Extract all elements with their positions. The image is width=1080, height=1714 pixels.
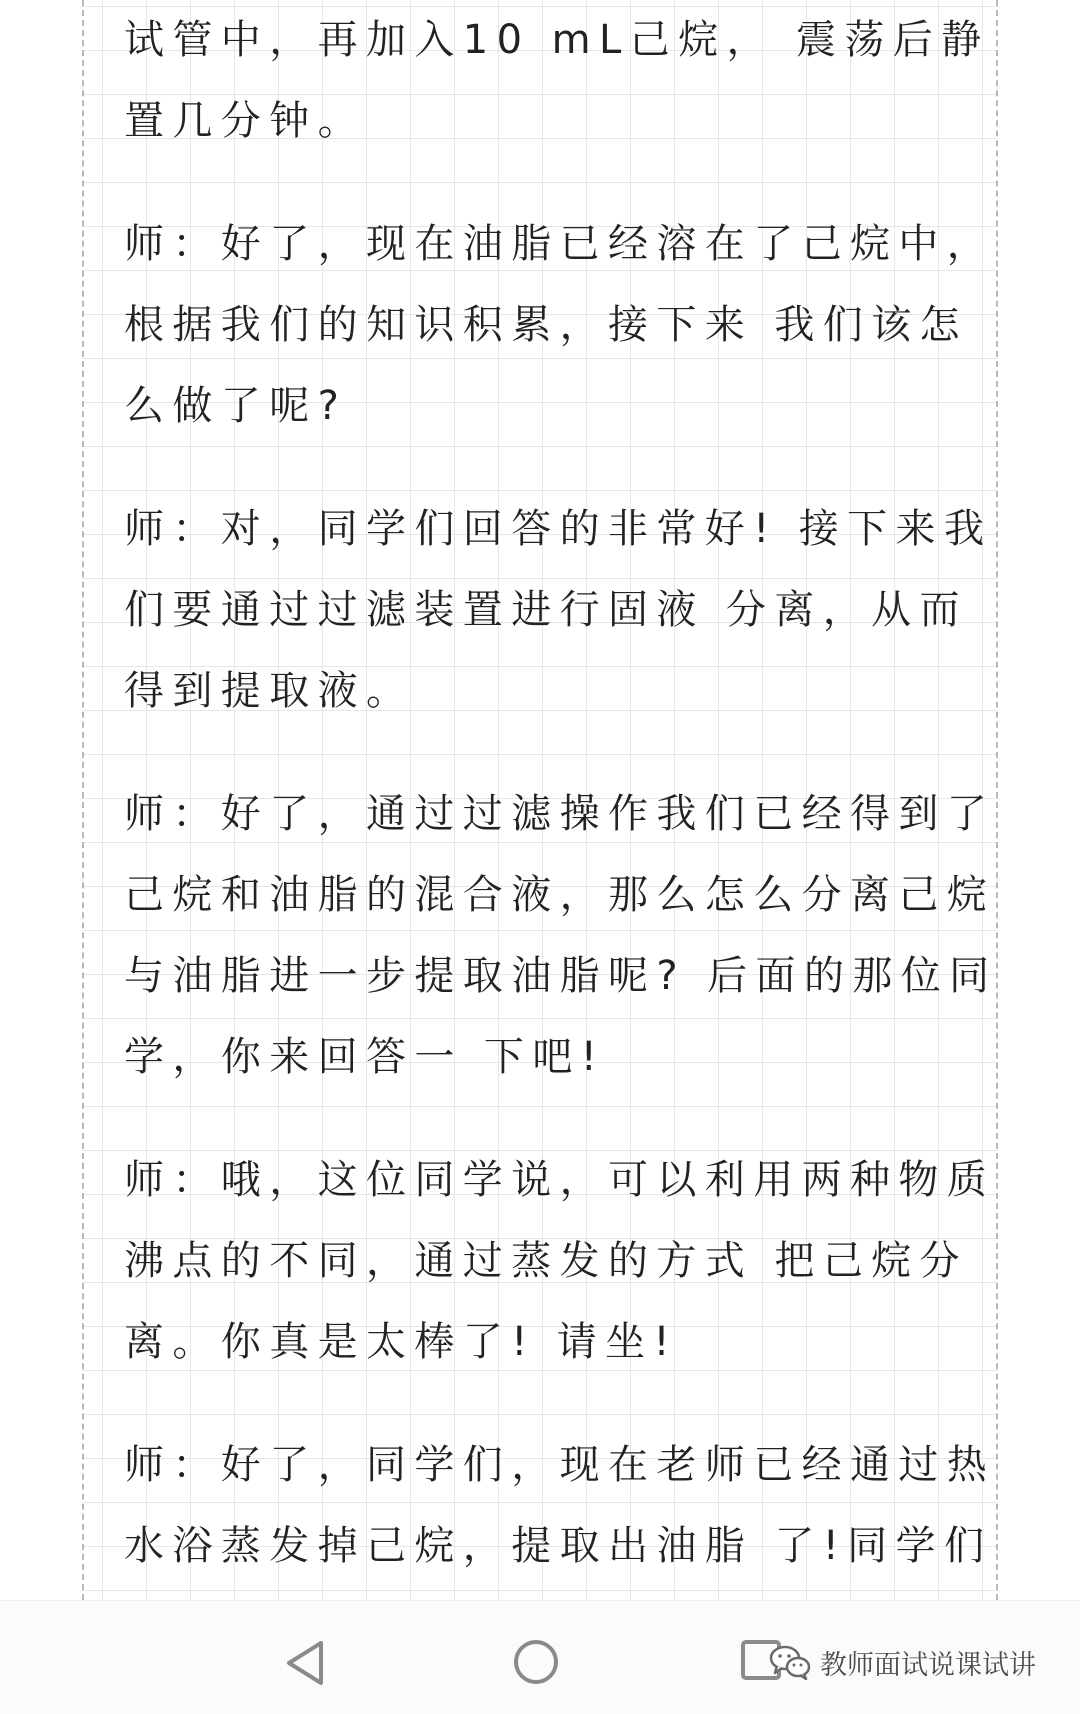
text-line: 根据我们的知识积累，接下来 我们该怎: [124, 302, 968, 348]
home-circle-icon[interactable]: [513, 1639, 559, 1685]
text-line: 与油脂进一步提取油脂呢? 后面的那位同: [124, 953, 998, 999]
paragraph: [124, 0, 990, 162]
text-line: 师：好了，现在油脂已经溶在了己烷中，: [124, 221, 996, 267]
paragraph: [124, 489, 993, 732]
paragraph: [124, 204, 996, 447]
text-line: 们要通过过滤装置进行固液 分离，从而: [124, 587, 968, 633]
text-line: 么做了呢?: [124, 383, 348, 429]
text-line: 置几分钟。: [124, 98, 366, 144]
text-line: 己烷和油脂的混合液，那么怎么分离己烷: [124, 872, 996, 918]
paragraph: [124, 774, 998, 1098]
watermark: [768, 1637, 1036, 1687]
navigation-bar: [0, 1600, 1080, 1714]
text-line: 师：好了，同学们，现在老师已经通过热: [124, 1442, 996, 1488]
text-line: 师：对，同学们回答的非常好! 接下来我: [124, 506, 993, 552]
text-line: 学，你来回答一 下吧!: [124, 1034, 606, 1080]
text-line: 得到提取液。: [124, 668, 415, 714]
back-triangle-icon[interactable]: [283, 1639, 327, 1687]
text-line: 试管中，再加入10 mL己烷， 震荡后静: [124, 17, 990, 63]
text-line: 沸点的不同，通过蒸发的方式 把己烷分: [124, 1238, 968, 1284]
document-content: [124, 0, 998, 1710]
text-line: 师：哦，这位同学说，可以利用两种物质: [124, 1157, 996, 1203]
text-line: 离。你真是太棒了! 请坐!: [124, 1319, 678, 1365]
paragraph: [124, 1140, 996, 1383]
watermark-text: 教师面试说课试讲: [820, 1649, 1036, 1681]
wechat-logo-icon: [768, 1644, 812, 1680]
text-line: 水浴蒸发掉己烷，提取出油脂 了!同学们: [124, 1523, 993, 1569]
text-line: 师：好了，通过过滤操作我们已经得到了: [124, 791, 996, 837]
